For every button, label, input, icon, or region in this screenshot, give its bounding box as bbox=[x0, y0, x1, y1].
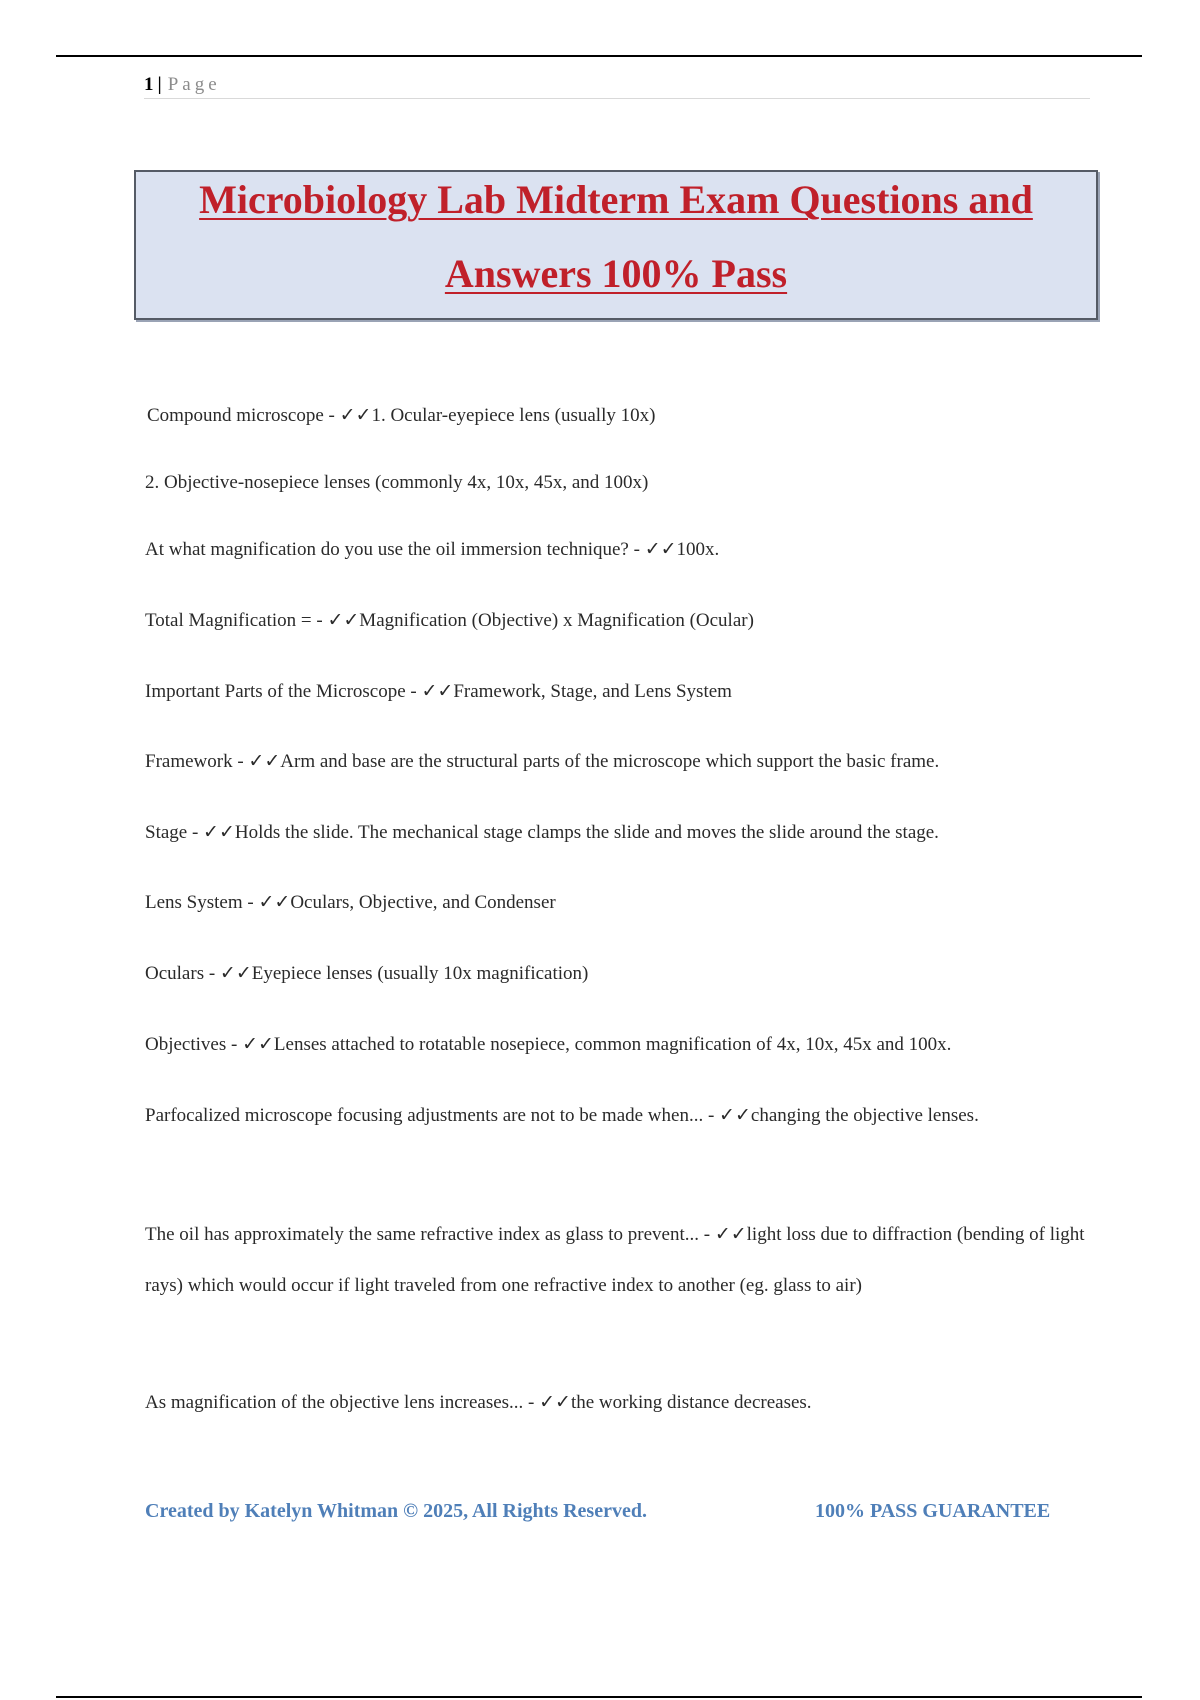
qa-question: Oculars - bbox=[145, 963, 220, 984]
qa-answer: 2. Objective-nosepiece lenses (commonly 4x, 10x, 45x, and 100x) bbox=[145, 472, 649, 493]
bottom-rule bbox=[56, 1696, 1142, 1698]
qa-answer: Oculars, Objective, and Condenser bbox=[290, 892, 556, 913]
double-check-icon: ✓✓ bbox=[258, 891, 291, 913]
qa-item bbox=[145, 807, 1095, 858]
qa-answer: Holds the slide. The mechanical stage clamps the slide and moves the slide around the stage. bbox=[234, 822, 939, 843]
qa-question: The oil has approximately the same refractive index as glass to prevent... - bbox=[145, 1224, 715, 1245]
qa-question: Parfocalized microscope focusing adjustments are not to be made when... - bbox=[145, 1105, 720, 1126]
qa-item bbox=[145, 948, 1095, 999]
qa-item bbox=[145, 877, 1095, 928]
page-header bbox=[144, 72, 1090, 99]
double-check-icon: ✓✓ bbox=[242, 1033, 274, 1055]
qa-item bbox=[145, 524, 1095, 575]
qa-item bbox=[145, 666, 1095, 717]
qa-item bbox=[145, 1019, 1095, 1070]
qa-question: Compound microscope - bbox=[147, 405, 340, 426]
footer-guarantee: 100% PASS GUARANTEE bbox=[815, 1500, 1051, 1522]
qa-answer: changing the objective lenses. bbox=[750, 1105, 979, 1126]
qa-item bbox=[145, 1090, 1095, 1141]
double-check-icon: ✓✓ bbox=[644, 538, 677, 560]
qa-answer: Arm and base are the structural parts of the microscope which support the basic frame. bbox=[280, 751, 940, 772]
double-check-icon: ✓✓ bbox=[714, 1223, 747, 1245]
page-label: Page bbox=[167, 74, 221, 95]
qa-item bbox=[145, 1209, 1095, 1311]
qa-question: Lens System - bbox=[145, 892, 259, 913]
double-check-icon: ✓✓ bbox=[539, 1391, 571, 1413]
qa-answer: Lenses attached to rotatable nosepiece, common magnification of 4x, 10x, 45x and 100x. bbox=[273, 1034, 952, 1055]
double-check-icon: ✓✓ bbox=[248, 750, 281, 772]
qa-item bbox=[145, 1377, 1095, 1428]
qa-question: Framework - bbox=[145, 751, 249, 772]
qa-item bbox=[147, 390, 1097, 441]
double-check-icon: ✓✓ bbox=[203, 821, 235, 843]
qa-question: Important Parts of the Microscope - bbox=[145, 681, 422, 702]
page-separator: | bbox=[157, 74, 162, 95]
double-check-icon: ✓✓ bbox=[421, 680, 454, 702]
qa-answer: Magnification (Objective) x Magnification (Ocular) bbox=[359, 610, 754, 631]
qa-question: At what magnification do you use the oil immersion technique? - bbox=[145, 539, 645, 560]
qa-item bbox=[145, 595, 1095, 646]
qa-answer: 100x. bbox=[676, 539, 720, 560]
title-line-2: Answers 100% Pass bbox=[444, 251, 788, 296]
qa-question: Stage - bbox=[145, 822, 204, 843]
title-line-1: Microbiology Lab Midterm Exam Questions and bbox=[199, 177, 1033, 222]
double-check-icon: ✓✓ bbox=[719, 1104, 751, 1126]
page-number: 1 bbox=[144, 74, 154, 95]
top-rule bbox=[56, 55, 1142, 57]
double-check-icon: ✓✓ bbox=[219, 962, 252, 984]
qa-answer: light loss due to diffraction (bending of light rays) which would occur if light traveled from one refractive index to another (eg. glass to air) bbox=[145, 1224, 1085, 1296]
qa-answer: Framework, Stage, and Lens System bbox=[453, 681, 732, 702]
qa-question: Objectives - bbox=[145, 1034, 243, 1055]
double-check-icon: ✓✓ bbox=[327, 609, 360, 631]
qa-item bbox=[145, 736, 1095, 787]
qa-question: Total Magnification = - bbox=[145, 610, 328, 631]
qa-answer: Eyepiece lenses (usually 10x magnification) bbox=[251, 963, 589, 984]
qa-answer: the working distance decreases. bbox=[570, 1392, 812, 1413]
qa-item bbox=[145, 457, 1095, 508]
qa-answer: 1. Ocular-eyepiece lens (usually 10x) bbox=[371, 405, 656, 426]
qa-question: As magnification of the objective lens increases... - bbox=[145, 1392, 540, 1413]
double-check-icon: ✓✓ bbox=[339, 404, 372, 426]
title-box bbox=[134, 170, 1098, 320]
footer-copyright: Created by Katelyn Whitman © 2025, All Rights Reserved. bbox=[145, 1500, 647, 1522]
